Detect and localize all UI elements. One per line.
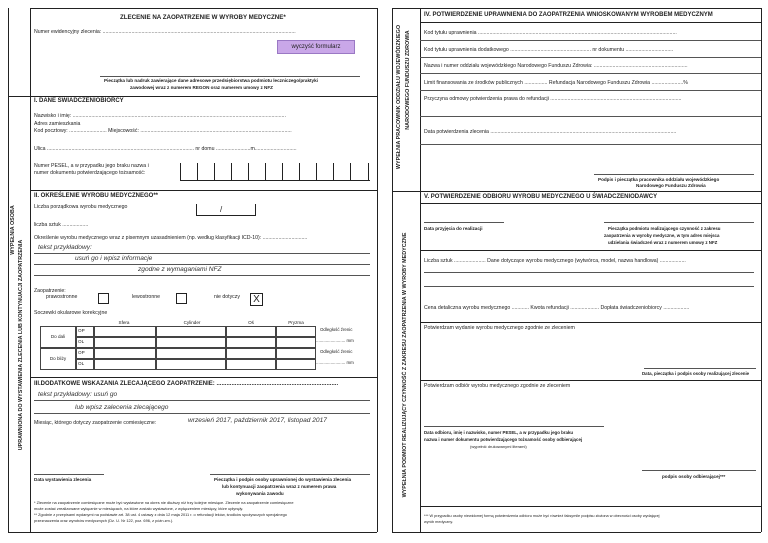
date-line bbox=[34, 474, 104, 475]
signature-line bbox=[642, 470, 756, 471]
stamp-note: Pieczątka lub nadruk zawierające dane adresowe przedsiębiorstwa podmiotu leczniczego/praktyki bbox=[104, 78, 318, 83]
pesel-divider bbox=[299, 163, 300, 181]
row-divider bbox=[420, 40, 761, 41]
lens-input[interactable] bbox=[156, 337, 226, 348]
row-divider bbox=[420, 250, 761, 251]
lens-input[interactable] bbox=[94, 359, 156, 370]
provider-stamp-label: udzielania świadczeń wraz z numerem umowy z NFZ bbox=[608, 240, 718, 245]
lens-eye: OP bbox=[76, 326, 94, 337]
pesel-divider bbox=[350, 163, 351, 181]
lens-eye: OP bbox=[76, 348, 94, 359]
branch-field[interactable]: Nazwa i numer oddziału wojewódzkiego Narodowego Funduszu Zdrowia: ................................................................. bbox=[424, 63, 688, 69]
row-divider bbox=[420, 322, 761, 323]
lens-input[interactable] bbox=[226, 359, 276, 370]
footnote: wyrób medyczny. bbox=[424, 520, 454, 524]
signature-line bbox=[210, 474, 370, 475]
provider-stamp-label: zaopatrzenia w wyroby medyczne, w tym adres miejsca bbox=[604, 233, 720, 238]
row-divider bbox=[420, 116, 761, 117]
lens-label: Soczewki okularowe korekcyjne bbox=[34, 310, 108, 316]
pesel-divider bbox=[231, 163, 232, 181]
row-divider bbox=[420, 506, 761, 507]
desc-line bbox=[34, 264, 370, 265]
not-applicable-label: nie dotyczy bbox=[214, 294, 240, 300]
item-number-input[interactable] bbox=[196, 204, 256, 216]
stamp-note: zawodowej wraz z numerem REGON oraz numerem umowy z NFZ bbox=[130, 85, 273, 90]
issue-date-label: Data wystawienia zlecenia bbox=[34, 477, 92, 482]
left-frame-line bbox=[8, 96, 377, 97]
extra-code-field[interactable]: Kod tytułu uprawnienia dodatkowego ........................................................ nr dokumentu ................................. bbox=[424, 47, 674, 53]
right-side-checkbox[interactable] bbox=[98, 293, 109, 304]
pesel-divider bbox=[265, 163, 266, 181]
left-frame-line bbox=[377, 8, 378, 532]
signature-line bbox=[594, 174, 754, 175]
right-frame-line bbox=[761, 8, 762, 532]
section-divider bbox=[30, 377, 377, 378]
row-divider bbox=[420, 22, 761, 23]
not-applicable-checkbox[interactable] bbox=[250, 293, 263, 306]
right-frame-line bbox=[392, 8, 393, 532]
signature-label: wykonywania zawodu bbox=[236, 491, 284, 496]
postcode-field[interactable]: Kod pocztowy: .......................... Miejscowość: ......................................................................................................... bbox=[34, 128, 292, 134]
signature-label: lub kontynuacji zaopatrzenia wraz z numerem prawa bbox=[222, 484, 337, 489]
pupil-distance-field[interactable]: ........................ mm bbox=[316, 338, 354, 343]
left-frame-line bbox=[30, 8, 31, 532]
lens-group: Do bliży bbox=[40, 348, 76, 370]
lens-input[interactable] bbox=[156, 348, 226, 359]
stamp-line bbox=[604, 222, 754, 223]
lens-table bbox=[40, 320, 370, 374]
stamp-line bbox=[100, 76, 360, 77]
lens-header: Sfera bbox=[118, 320, 130, 325]
row-divider bbox=[420, 57, 761, 58]
pesel-label: numer dokumentu potwierdzającego tożsamość: bbox=[34, 170, 146, 176]
date-line bbox=[424, 222, 504, 223]
right-frame-line bbox=[392, 191, 761, 192]
left-side-label: lewostronne bbox=[132, 294, 160, 300]
form-title: ZLECENIE NA ZAOPATRZENIE W WYROBY MEDYCZNE* bbox=[120, 14, 286, 21]
pesel-divider bbox=[197, 163, 198, 181]
signature-label: Pieczątka i podpis osoby uprawnionej do wystawienia zlecenia bbox=[214, 477, 352, 482]
month-label: Miesiąc, którego dotyczy zaopatrzenie comiesięczne: bbox=[34, 420, 157, 426]
signature-line bbox=[644, 368, 756, 369]
receiver-line bbox=[424, 426, 604, 427]
issue-confirmation-label: Potwierdzam wydanie wyrobu medycznego zgodnie ze zleceniem bbox=[424, 325, 575, 331]
pesel-label: Numer PESEL, a w przypadku jego braku nazwa i bbox=[34, 163, 149, 169]
limit-field[interactable]: Limit finansowania ze środków publicznych ................ Refundacja Narodowego Funduszu Zdrowia ......................% bbox=[424, 80, 688, 86]
lens-input[interactable] bbox=[226, 326, 276, 337]
receiver-data-hint: (wypełnić drukowanymi literami) bbox=[470, 444, 527, 449]
lens-group: Do dali bbox=[40, 326, 76, 348]
footnote: przeznaczenia oraz wyrobów medycznych (Dz. U. Nr 122, poz. 696, z późn.zm.). bbox=[34, 518, 174, 523]
sidebar-label: NARODOWEGO FUNDUSZU ZDROWIA bbox=[405, 30, 411, 130]
street-field[interactable]: Ulica ...................................................................................................... nr domu ........................m............................. bbox=[34, 146, 297, 152]
pesel-divider bbox=[248, 163, 249, 181]
pesel-divider bbox=[214, 163, 215, 181]
lens-input[interactable] bbox=[226, 337, 276, 348]
acceptance-date-label: Data przyjęcia do realizacji bbox=[424, 226, 483, 231]
pesel-divider bbox=[180, 163, 181, 181]
lens-eye: OL bbox=[76, 359, 94, 370]
right-frame-line bbox=[420, 8, 421, 532]
section-2-title: II. OKREŚLENIE WYROBU MEDYCZNEGO** bbox=[34, 193, 159, 199]
lens-input[interactable] bbox=[276, 337, 316, 348]
lens-input[interactable] bbox=[94, 337, 156, 348]
receiver-data-label: nazwa i numer dokumentu potwierdzającego tożsamość osoby odbierającej bbox=[424, 437, 583, 442]
sidebar-label: WYPEŁNIA OSOBA bbox=[10, 205, 16, 255]
sidebar-label: WYPEŁNIA PRACOWNIK ODDZIAŁU WOJEWÓDZKIEGO bbox=[396, 24, 402, 170]
left-side-checkbox[interactable] bbox=[176, 293, 187, 304]
left-frame-line bbox=[8, 532, 377, 533]
section-4-title: IV. POTWIERDZENIE UPRAWNIENIA DO ZAOPATRZENIA WNIOSKOWANYM WYROBEM MEDYCZNYM bbox=[424, 12, 713, 18]
entitlement-code-field[interactable]: Kod tytułu uprawnienia .......................................................................................................................................... bbox=[424, 30, 677, 36]
desc-line bbox=[34, 275, 370, 276]
pesel-divider bbox=[282, 163, 283, 181]
quantity-field[interactable]: liczba sztuk .................. bbox=[34, 222, 89, 228]
lens-input[interactable] bbox=[156, 359, 226, 370]
pupil-distance-label: Odległość źrenic bbox=[320, 349, 353, 354]
row-divider bbox=[420, 203, 761, 204]
section-divider bbox=[30, 190, 377, 191]
pesel-divider bbox=[333, 163, 334, 181]
pesel-divider bbox=[368, 163, 369, 181]
item-number-label: Liczba porządkowa wyrobu medycznego bbox=[34, 204, 128, 210]
receipt-confirmation-label: Potwierdzam odbiór wyrobu medycznego zgodnie ze zleceniem bbox=[424, 383, 571, 389]
nfz-signature-label: Podpis i pieczątka pracownika oddziału wojewódzkiego bbox=[598, 177, 720, 182]
lens-header: Oś bbox=[248, 320, 254, 325]
sidebar-label: UPRAWNIONA DO WYSTAWIENIA ZLECENIA LUB KONTYNUACJI ZAOPATRZENIA bbox=[18, 239, 24, 451]
receiver-data-label: Data odbioru, imię i nazwisko, numer PESEL, a w przypadku jego braku bbox=[424, 430, 574, 435]
section-3-title: III.DODATKOWE WSKAZANIA ZLECAJĄCEGO ZAOPATRZENIE: ......................................................................... bbox=[34, 381, 339, 387]
handwritten-example[interactable]: zgodne z wymaganiami NFZ bbox=[138, 266, 222, 273]
right-form bbox=[384, 0, 768, 543]
name-field[interactable]: Nazwisko i imię: .................................................................................................................................................... bbox=[34, 113, 286, 119]
notes-line bbox=[34, 413, 370, 414]
lens-input[interactable] bbox=[276, 326, 316, 337]
desc-line bbox=[34, 253, 370, 254]
price-field[interactable]: Cena detaliczna wyrobu medycznego ............ Kwota refundacji .................... Dopłata świadczeniobiorcy .................. bbox=[424, 305, 690, 311]
handwritten-example[interactable]: tekst przykładowy: bbox=[38, 244, 92, 251]
footnote: ** Zgodnie z przepisami wydanymi na podstawie art. 38 ust. 4 ustawy z dnia 12 maja 2011 r. o refundacji leków, środków spożywczych specjalnego bbox=[34, 512, 287, 517]
handwritten-example[interactable]: lub wpisz zalecenia zlecającego bbox=[75, 404, 169, 411]
row-divider bbox=[424, 272, 754, 273]
right-frame-line bbox=[392, 8, 761, 9]
row-divider bbox=[420, 144, 761, 145]
pupil-distance-field[interactable]: ........................ mm bbox=[316, 360, 354, 365]
evidence-number-field[interactable]: Numer ewidencyjny zlecenia: ...................................................................................................................................... bbox=[34, 29, 296, 35]
pesel-divider bbox=[316, 163, 317, 181]
product-description-label: Określenie wyrobu medycznego wraz z pisemnym uzasadnieniem (np. według klasyfikacji ICD-10): ............................... bbox=[34, 235, 308, 241]
lens-input[interactable] bbox=[94, 348, 156, 359]
lens-input[interactable] bbox=[156, 326, 226, 337]
clear-form-button[interactable]: wyczyść formularz bbox=[277, 40, 355, 54]
issuer-signature-label: Data, pieczątka i podpis osoby realizującej zlecenie bbox=[642, 371, 750, 376]
row-divider bbox=[420, 90, 761, 91]
footnote: * Zlecenie na zaopatrzenie comiesięczne może być wystawione na okres nie dłuższy niż trzy kolejne miesiące. Zlecenie na zaopatrzenie comiesięczne bbox=[34, 500, 294, 505]
nfz-signature-label: Narodowego Funduszu Zdrowia bbox=[636, 183, 706, 188]
notes-line bbox=[34, 400, 370, 401]
lens-input[interactable] bbox=[226, 348, 276, 359]
footnote: może zostać zrealizowane wyłącznie w miesiącach, na które zostało wystawione, z wyłączeniem miesięcy, które upłynęły. bbox=[34, 506, 244, 511]
product-data-field[interactable]: Liczba sztuk ...................... Dane dotyczące wyrobu medycznego (wytwórca, model, nazwa handlowa) .................. bbox=[424, 258, 686, 264]
row-divider bbox=[424, 286, 754, 287]
lens-header: Pryzma bbox=[288, 320, 304, 325]
pesel-input[interactable] bbox=[180, 163, 370, 181]
left-frame-line bbox=[8, 8, 9, 532]
item-number-slash: / bbox=[220, 205, 223, 214]
sidebar-label: WYPEŁNIA PODMIOT REALIZUJĄCY CZYNNOŚĆ Z ZAKRESU ZAOPATRZENIA W WYROBY MEDYCZNE bbox=[402, 232, 408, 498]
months-field[interactable]: wrzesień 2017, październik 2017, listopad 2017 bbox=[188, 417, 327, 424]
row-divider bbox=[420, 380, 761, 381]
handwritten-example[interactable]: tekst przykładowy: usuń go bbox=[38, 391, 118, 398]
provider-stamp-label: Pieczątka podmiotu realizującego czynność z zakresu bbox=[608, 226, 721, 231]
receiver-signature-label: podpis osoby odbierającej*** bbox=[662, 474, 726, 479]
lens-header: Cylinder bbox=[183, 320, 201, 325]
lens-eye: OL bbox=[76, 337, 94, 348]
check-mark-icon: X bbox=[253, 294, 260, 305]
right-frame-line bbox=[392, 532, 761, 533]
left-frame-line bbox=[30, 8, 377, 9]
pupil-distance-label: Odległość źrenic bbox=[320, 327, 353, 332]
supply-label: Zaopatrzenie: bbox=[34, 288, 66, 294]
address-label: Adres zamieszkania bbox=[34, 121, 81, 127]
lens-input[interactable] bbox=[94, 326, 156, 337]
row-divider bbox=[420, 73, 761, 74]
refusal-reason-field[interactable]: Przyczyna odmowy potwierdzenia prawa do refundacji ........................................................................................... bbox=[424, 96, 682, 102]
handwritten-example[interactable]: usuń go i wpisz informacje bbox=[75, 255, 153, 262]
section-1-title: I. DANE ŚWIADCZENIOBIORCY bbox=[34, 98, 124, 104]
confirmation-date-field[interactable]: Data potwierdzenia zlecenia ................................................................................................................................. bbox=[424, 129, 677, 135]
lens-input[interactable] bbox=[276, 348, 316, 359]
lens-input[interactable] bbox=[276, 359, 316, 370]
section-5-title: V. POTWIERDZENIE ODBIORU WYROBU MEDYCZNEGO U ŚWIADCZENIODAWCY bbox=[424, 194, 658, 200]
footnote: *** W przypadku osoby niewidomej formą potwierdzenia odbioru może być również faksymile podpisu złożona w obecności osoby wydającej bbox=[424, 514, 660, 518]
right-side-label: prawostronne bbox=[46, 294, 78, 300]
